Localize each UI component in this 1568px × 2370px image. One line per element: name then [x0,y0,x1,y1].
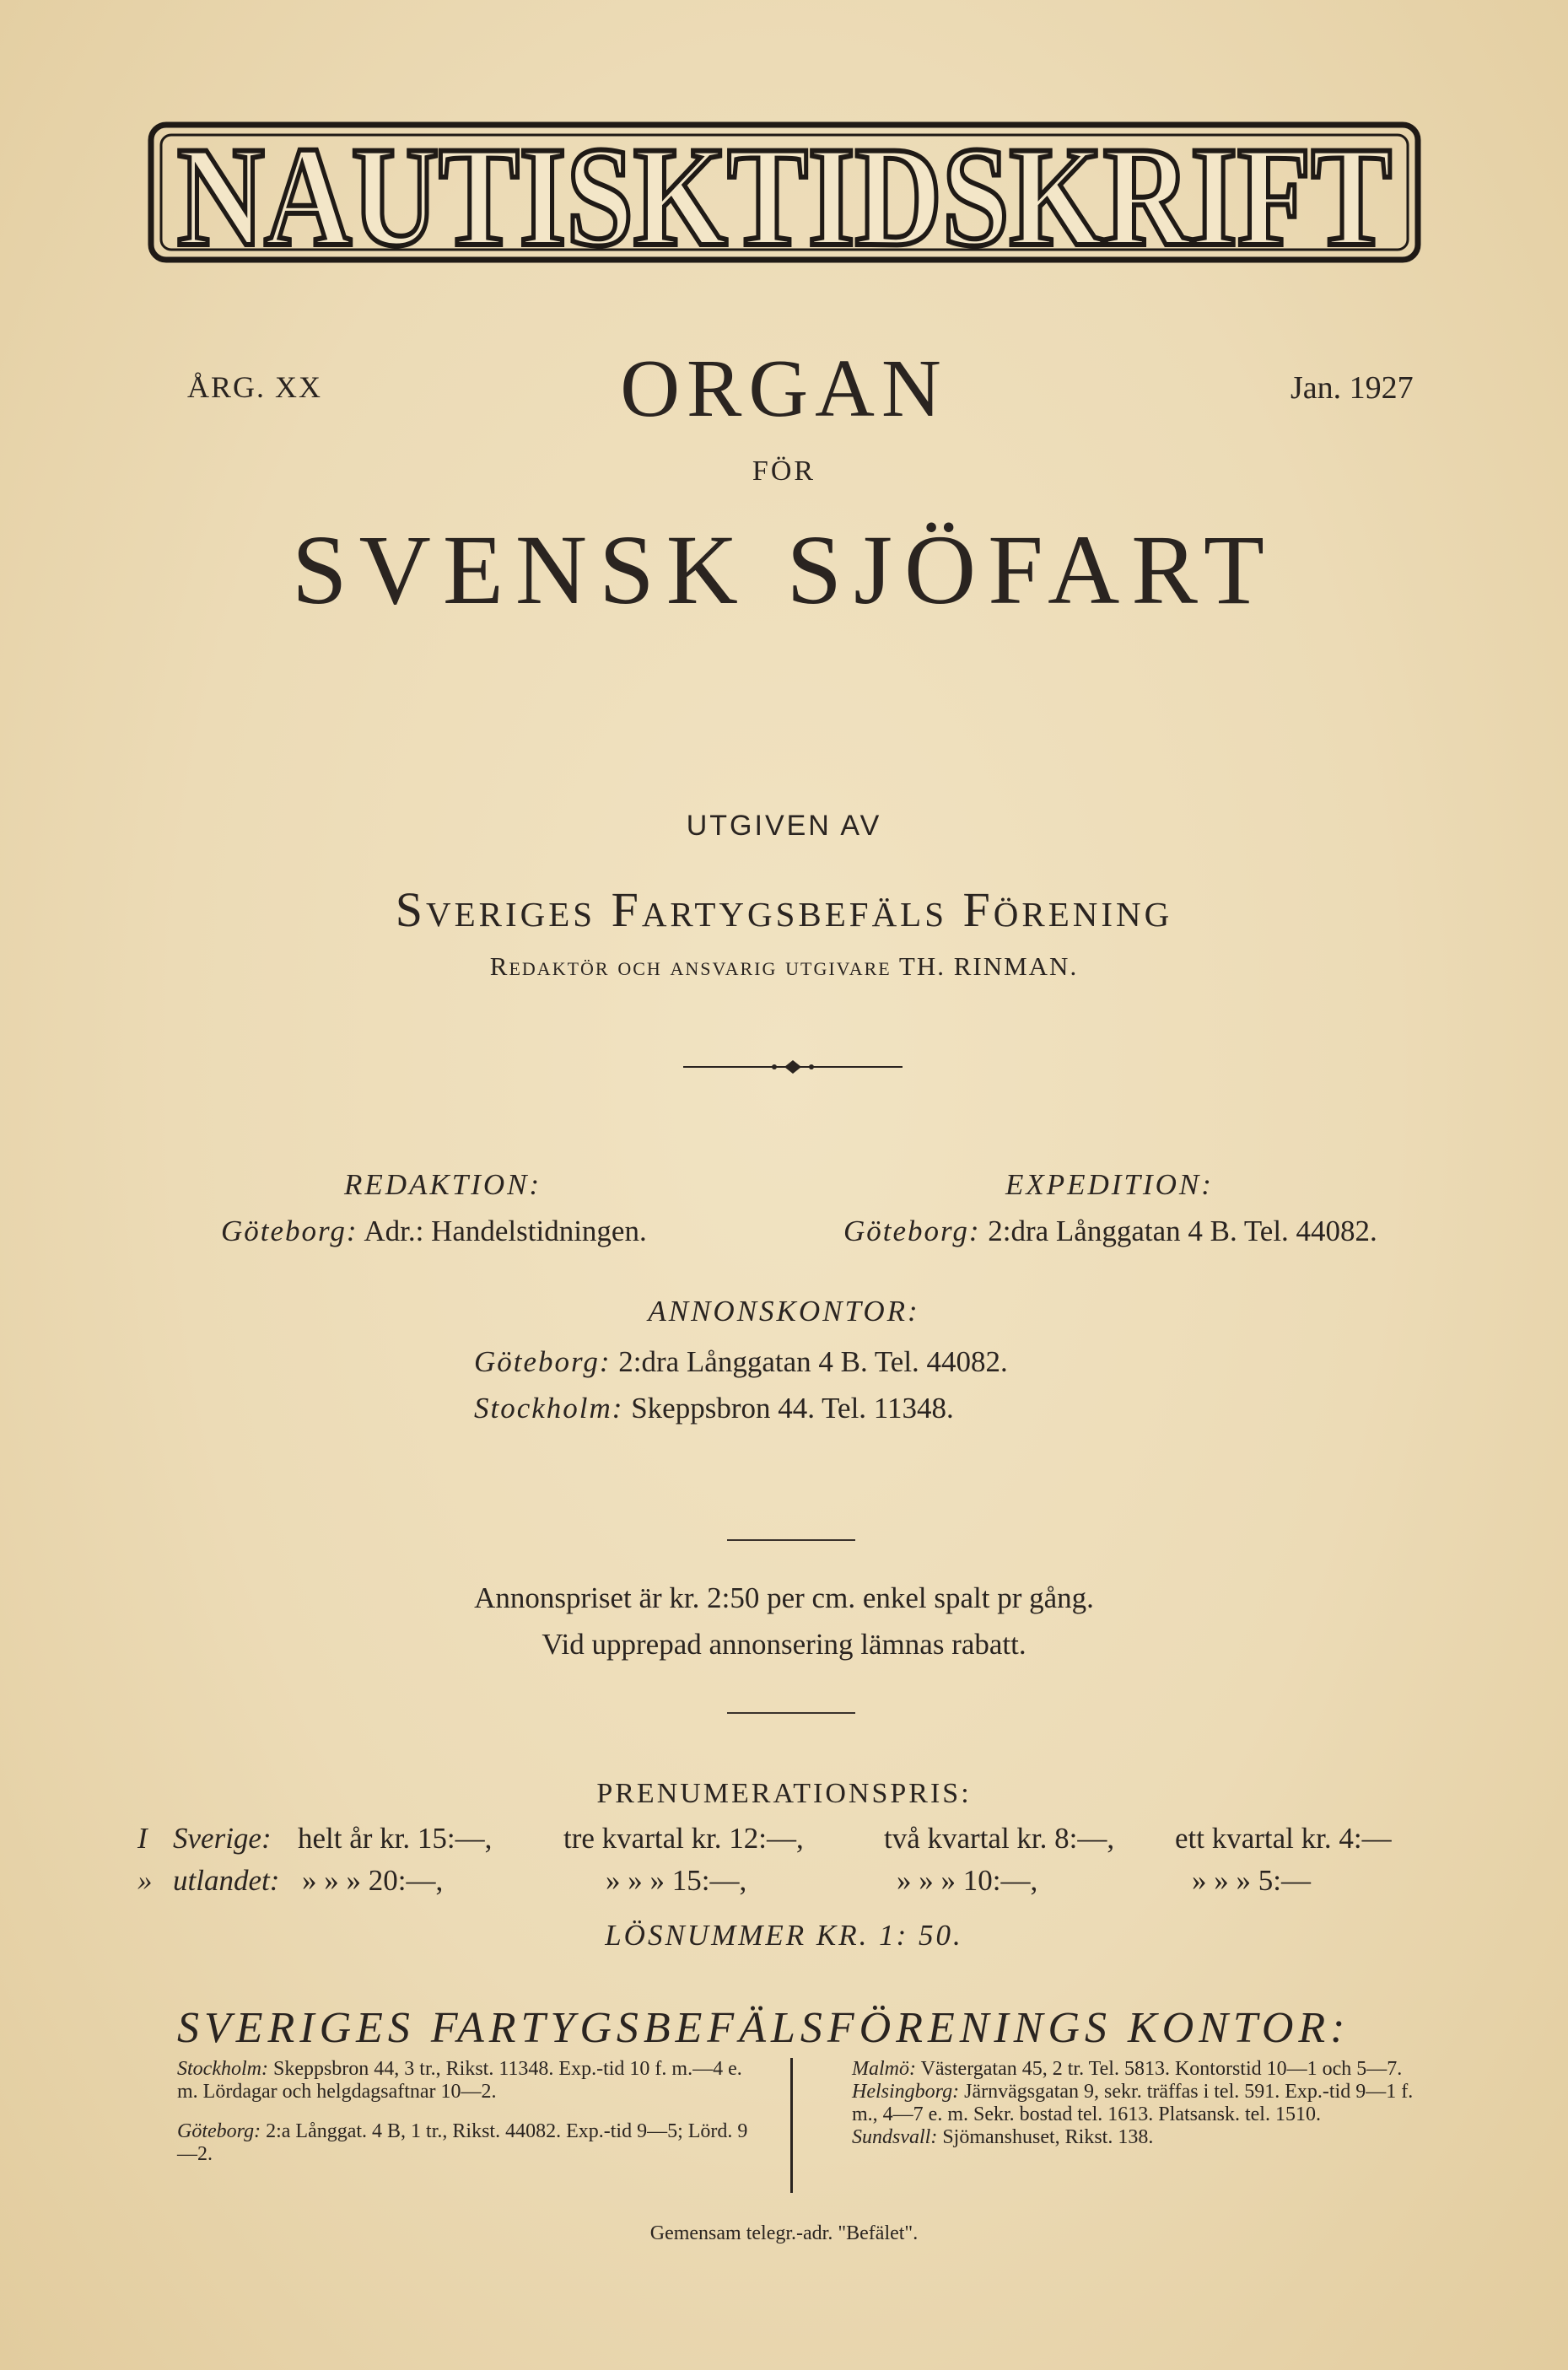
annonskontor-city-2: Stockholm: [474,1392,624,1425]
single-copy-price: LÖSNUMMER KR. 1: 50. [605,1919,963,1952]
row-price-3q: » » » 15:—, [606,1864,747,1897]
annonskontor-heading: ANNONSKONTOR: [648,1295,920,1328]
office-city: Sundsvall: [852,2126,938,2148]
organ-title: ORGAN [620,343,948,434]
redaktion-heading: REDAKTION: [344,1168,542,1201]
row-price-2q: två kvartal kr. 8:—, [884,1822,1115,1855]
ornament-divider [683,1058,903,1075]
discount-line: Vid upprepad annonsering lämnas rabatt. [542,1628,1026,1661]
row-price-2q: » » » 10:—, [897,1864,1038,1897]
annonskontor-city-1: Göteborg: [474,1345,612,1378]
svg-text:NAUTISKTIDSKRIFT: NAUTISKTIDSKRIFT [177,117,1392,276]
annonskontor-address-2: Skeppsbron 44. Tel. 11348. [631,1392,954,1425]
office-entry [177,2058,763,2103]
offices-heading: SVERIGES FARTYGSBEFÄLSFÖRENINGS KONTOR: [177,2004,1350,2052]
row-place: Sverige: [173,1822,272,1855]
for-label: FÖR [752,455,816,487]
office-entry [852,2058,1417,2081]
redaktion-address-text: Adr.: Handelstidningen. [364,1215,647,1247]
office-text: 2:a Långgat. 4 B, 1 tr., Rikst. 44082. Exp.-tid 9—5; Lörd. 9—2. [177,2120,748,2165]
masthead-logo [148,100,1421,289]
office-city: Malmö: [852,2058,916,2080]
redaktion-city: Göteborg: [221,1215,358,1247]
office-text: Järnvägsgatan 9, sekr. träffas i tel. 591. Exp.-tid 9—1 f. m., 4—7 e. m. Sekr. bostad tel. 1613. Platsansk. tel. 1510. [852,2081,1414,2125]
telegram-address: Gemensam telegr.-adr. "Befälet". [649,2222,919,2244]
volume-label: ÅRG. XX [187,370,323,404]
annonskontor-address-1: 2:dra Långgatan 4 B. Tel. 44082. [618,1345,1008,1378]
divider-rule [727,1539,855,1541]
office-city: Stockholm: [177,2058,268,2080]
office-city: Göteborg: [177,2120,261,2142]
annonskontor-stockholm [474,1392,954,1425]
editor-line: Redaktör och ansvarig utgivare TH. RINMAN. [489,951,1079,981]
expedition-address [843,1215,1377,1248]
published-by-label: UTGIVEN AV [686,810,882,842]
column-divider [790,2058,793,2193]
office-text: Skeppsbron 44, 3 tr., Rikst. 11348. Exp.-tid 10 f. m.—4 e. m. Lördagar och helgdagsaftnar 10—2. [177,2058,742,2103]
row-price-1q: » » » 5:— [1192,1864,1311,1897]
issue-date: Jan. 1927 [1291,370,1414,406]
expedition-city: Göteborg: [843,1215,981,1247]
row-price-3q: tre kvartal kr. 12:—, [563,1822,804,1855]
row-price-year: helt år kr. 15:—, [298,1822,493,1855]
offices-left-column [177,2058,763,2166]
office-entry [177,2120,763,2166]
row-prefix: » [137,1864,153,1897]
office-entry [852,2081,1417,2126]
annonskontor-goteborg [474,1345,1008,1379]
expedition-address-text: 2:dra Långgatan 4 B. Tel. 44082. [988,1215,1377,1247]
row-price-year: » » » 20:—, [302,1864,444,1897]
expedition-heading: EXPEDITION: [1005,1168,1214,1201]
publisher-name: Sveriges Fartygsbefäls Förening [395,882,1173,937]
redaktion-address [221,1215,647,1248]
office-text: Sjömanshuset, Rikst. 138. [942,2126,1154,2148]
offices-right-column [852,2058,1417,2149]
row-price-1q: ett kvartal kr. 4:— [1175,1822,1392,1855]
office-text: Västergatan 45, 2 tr. Tel. 5813. Kontorstid 10—1 och 5—7. [920,2058,1403,2080]
subscription-heading: PRENUMERATIONSPRIS: [596,1778,972,1809]
ad-price-line: Annonspriset är kr. 2:50 per cm. enkel spalt pr gång. [474,1581,1094,1614]
masthead-logo-graphic [148,100,1421,289]
office-city: Helsingborg: [852,2081,960,2103]
office-entry [852,2126,1417,2149]
divider-rule [727,1712,855,1714]
subtitle: SVENSK SJÖFART [291,514,1277,625]
row-prefix: I [137,1822,148,1855]
row-place: utlandet: [173,1864,280,1897]
